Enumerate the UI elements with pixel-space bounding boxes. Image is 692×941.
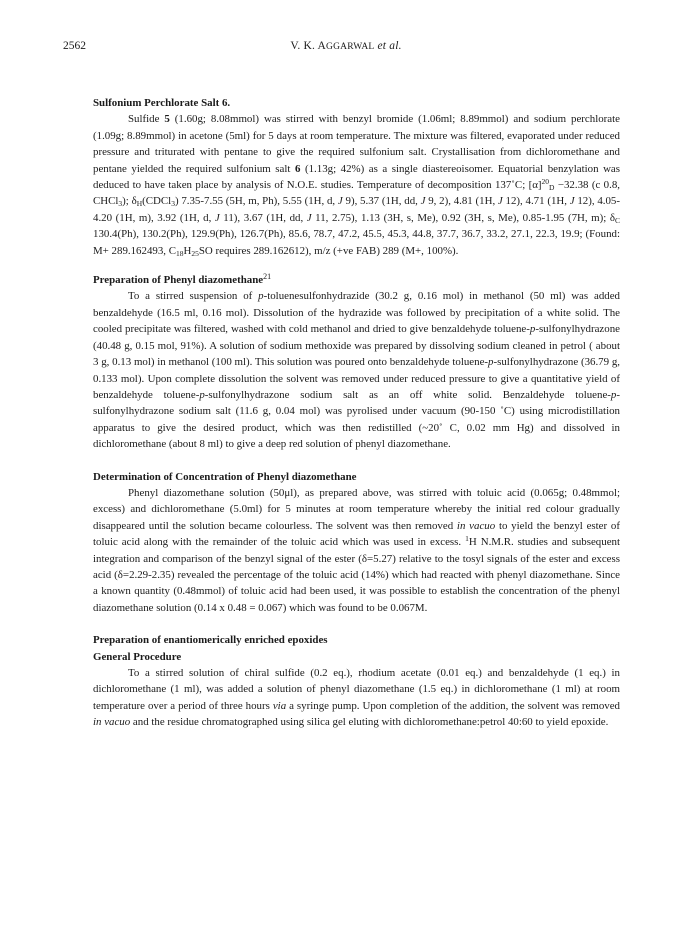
author-surname-rest: GGARWAL bbox=[326, 42, 375, 52]
section-heading: Preparation of Phenyl diazomethane$^{21}$ bbox=[93, 272, 272, 287]
article-body bbox=[93, 95, 620, 731]
page-header bbox=[0, 40, 692, 56]
et-al: et al. bbox=[374, 40, 402, 52]
section-heading: Sulfonium Perchlorate Salt 6. bbox=[93, 97, 231, 109]
author-surname-first: A bbox=[317, 40, 327, 52]
section-subheading: General Procedure bbox=[93, 650, 182, 663]
author-initials: V. K. bbox=[290, 40, 318, 52]
section-paragraph: To a stirred suspension of p-toluenesulfonhydrazide (30.2 g, 0.16 mol) in methanol (50 ml) was added benzaldehyde (16.5 ml, 0.16 mol). Dissolution of the hydrazide was followed by precipitation of a white solid. The cooled precipitate was filtered, washed with cold methanol and dried to give benzaldehyde toluene-p-sulfonylhydrazone (40.48 g, 0.15 mol, 91%). A solution of sodium methoxide was prepared by dissolving sodium cleaned in petrol ( about 3 g, 0.13 mol) in methanol (100 ml). This solution was poured onto benzaldehyde toluene-p-sulfonylhydrazone (36.79 g, 0.133 mol). Upon complete dissolution the solvent was removed under reduced pressure to give a quantitative yield of benzaldehyde toluene-p-sulfonylhydrazone sodium salt as an off white solid. Benzaldehyde toluene-p-sulfonylhydrazone sodium salt (11.6 g, 0.04 mol) was pyrolised under vacuum (90-150 ˚C) using microdistillation apparatus to give the desired product, which was then redistilled (~20˚ C, 0.02 mm Hg) and dissolved in dichloromethane (about 8 ml) to give a deep red solution of phenyl diazomethane. bbox=[93, 290, 620, 451]
section-paragraph: Phenyl diazomethane solution (50μl), as prepared above, was stirred with toluic acid (0.065g; 0.48mmol; excess) and dichloromethane (5.0ml) for 5 minutes at room temperature whereby the initial red colour gradually disappeared until the solution became colourless. The solvent was then removed in vacuo to yield the benzyl ester of toluic acid along with the remainder of the toluic acid which was used in excess. $^1$H N.M.R. studies and subsequent integration and comparison of the benzyl signal of the ester (δ=5.27) relative to the tosyl signals of the ester and excess acid (δ=2.29-2.35) revealed the percentage of the toluic acid (14%) which had reacted with phenyl diazomethane. Since a known quantity (0.48mmol) of toluic acid had been used, it was possible to establish the concentration of the phenyl diazomethane solution (0.14 x 0.48 = 0.067) which was found to be 0.067M. bbox=[93, 486, 621, 614]
section-paragraph: Sulfide 5 (1.60g; 8.08mmol) was stirred with benzyl bromide (1.06ml; 8.89mmol) and sodium perchlorate (1.09g; 8.89mmol) in acetone (5ml) for 5 days at room temperature. The mixture was filtered, evaporated under reduced pressure and triturated with pentane to give the required sulfonium salt. Crystallisation from dichloromethane and pentane yielded the required sulfonium salt 6 (1.13g; 42%) as a single diastereoisomer. Equatorial benzylation was deduced to have taken place by analysis of N.O.E. studies. Temperature of decomposition 137˚C; $[\alpha]^{20}_D -32.38$ (c 0.8, CHCl$_3$); $\delta_H(CDCl_3)$ 7.35-7.55 (5H, m, Ph), 5.55 (1H, d, J 9), 5.37 (1H, dd, J 9, 2), 4.81 (1H, J 12), 4.71 (1H, J 12), 4.05-4.20 (1H, m), 3.92 (1H, d, J 11), 3.67 (1H, dd, J 11, 2.75), 1.13 (3H, s, Me), 0.92 (3H, s, Me), 0.85-1.95 (7H, m); $\delta_C$ 130.4(Ph), 130.2(Ph), 129.9(Ph), 126.7(Ph), 85.6, 78.7, 47.2, 45.5, 45.3, 44.8, 37.7, 36.7, 33.2, 27.1, 22.3, 19.9; (Found: M+ 289.162493, $C_{18}H_{25}SO$ requires 289.162612), m/z (+ve FAB) 289 (M+, 100%). bbox=[93, 113, 621, 258]
running-title bbox=[0, 40, 692, 52]
section-heading: Determination of Concentration of Phenyl diazomethane bbox=[93, 470, 357, 483]
reference-marker: 21 bbox=[263, 272, 272, 282]
section-heading: Preparation of enantiomerically enriched epoxides bbox=[93, 634, 328, 647]
section-paragraph: To a stirred solution of chiral sulfide (0.2 eq.), rhodium acetate (0.01 eq.) and benzaldehyde (1 eq.) in dichloromethane (1 ml), was added a solution of phenyl diazomethane (1.5 eq.) in dichloromethane (1 ml) at room temperature over a period of three hours via a syringe pump. Upon completion of the addition, the solvent was removed in vacuo and the residue chromatographed using silica gel eluting with dichloromethane:petrol 40:60 to yield epoxide. bbox=[93, 667, 621, 729]
page-number: 2562 bbox=[63, 40, 86, 52]
